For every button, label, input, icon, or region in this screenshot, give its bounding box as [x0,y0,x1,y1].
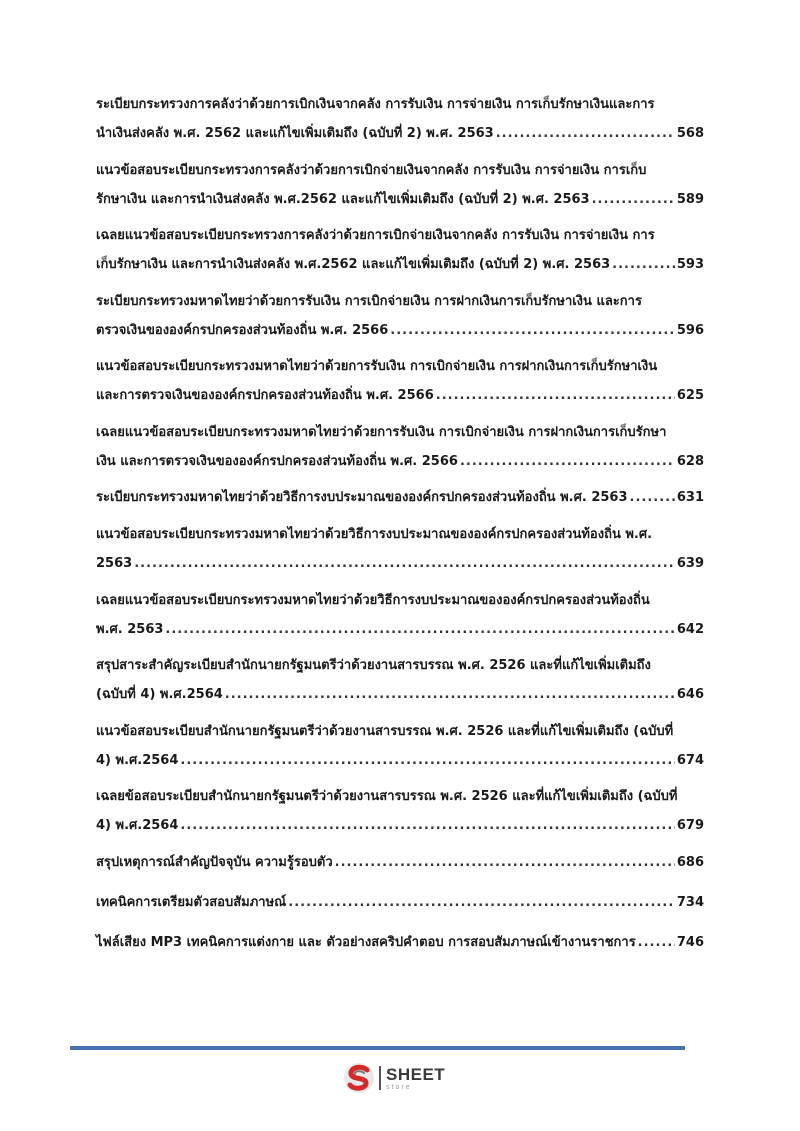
toc-entry-title: เทคนิคการเตรียมตัวสอบสัมภาษณ์ [96,894,287,910]
toc-entry-title-line2: รักษาเงิน และการนำเงินส่งคลัง พ.ศ.2562 และแก้ไขเพิ่มเติมถึง (ฉบับที่ 2) พ.ศ. 2563 [96,191,590,207]
toc-entry-title-line1: เฉลยแนวข้อสอบระเบียบกระทรวงมหาดไทยว่าด้วยการรับเงิน การเบิกจ่ายเงิน การฝากเงินการเก็บรักษา [96,424,667,440]
leader-dots [134,549,675,578]
leader-dots [165,615,674,644]
toc-page-number: 639 [676,556,704,571]
toc-entry[interactable] [96,782,704,848]
toc-page-number: 631 [676,490,704,505]
toc-page-number: 593 [676,257,704,272]
toc-entry-title-line1: ระเบียบกระทรวงมหาดไทยว่าด้วยการรับเงิน การเบิกจ่ายเงิน การฝากเงินการเก็บรักษาเงิน และการ [96,293,642,309]
toc-page-number: 646 [676,687,704,702]
toc-page-number: 679 [676,818,704,833]
toc-entry-title-line2: พ.ศ. 2563 [96,621,164,637]
toc-entry-title-line2: เก็บรักษาเงิน และการนำเงินส่งคลัง พ.ศ.2562 และแก้ไขเพิ่มเติมถึง (ฉบับที่ 2) พ.ศ. 2563 [96,257,611,272]
toc-page-number: 596 [676,322,704,338]
toc-entry-title-line2: เงิน และการตรวจเงินขององค์กรปกครองส่วนท้องถิ่น พ.ศ. 2566 [96,453,458,469]
toc-entry[interactable] [96,520,704,586]
toc-page-number: 568 [676,126,704,141]
toc-page-number: 589 [676,191,704,207]
toc-entry-title-line1: สรุปสาระสำคัญระเบียบสำนักนายกรัฐมนตรีว่าด้วยงานสารบรรณ พ.ศ. 2526 และที่แก้ไขเพิ่มเติมถึง [96,658,651,673]
leader-dots [630,483,675,512]
toc-page-number: 734 [676,894,704,910]
leader-dots [460,447,675,476]
toc-page-number: 746 [676,934,704,950]
toc-entry-title-line1: เฉลยแนวข้อสอบระเบียบกระทรวงการคลังว่าด้วยการเบิกจ่ายเงินจากคลัง การรับเงิน การจ่ายเงิน การ [96,228,655,243]
toc-entry[interactable] [96,156,704,222]
leader-dots [390,316,675,345]
toc-entry-title: ไฟล์เสียง MP3 เทคนิคการแต่งกาย และ ตัวอย่างสคริปคำตอบ การสอบสัมภาษณ์เข้างานราชการ [96,934,636,950]
toc-entry[interactable] [96,221,704,287]
toc-entry-title-line1: แนวข้อสอบระเบียบกระทรวงมหาดไทยว่าด้วยการรับเงิน การเบิกจ่ายเงิน การฝากเงินการเก็บรักษาเงิน [96,359,658,374]
toc-page-number: 642 [676,621,704,637]
toc-entry[interactable] [96,651,704,717]
toc-page-number: 625 [676,388,704,403]
sheet-store-logo [342,1060,445,1096]
toc-entry-title: สรุปเหตุการณ์สำคัญปัจจุบัน ความรู้รอบตัว [96,854,333,870]
toc-entry[interactable] [96,586,704,652]
toc-entry[interactable] [96,888,704,928]
toc-entry[interactable] [96,928,704,968]
toc-page-number: 628 [676,453,704,469]
toc-entry[interactable] [96,287,704,353]
toc-entry-title-line1: แนวข้อสอบระเบียบกระทรวงมหาดไทยว่าด้วยวิธีการงบประมาณขององค์กรปกครองส่วนท้องถิ่น พ.ศ. [96,527,653,542]
leader-dots [335,848,675,877]
toc-entry-title-line1: ระเบียบกระทรวงการคลังว่าด้วยการเบิกเงินจากคลัง การรับเงิน การจ่ายเงิน การเก็บรักษาเงินและการ [96,97,655,112]
toc-entry[interactable] [96,717,704,783]
toc-entry-title-line2: 4) พ.ศ.2564 [96,752,179,768]
table-of-contents [96,90,704,968]
sheet-store-s-icon [342,1061,376,1095]
toc-entry[interactable] [96,418,704,484]
toc-entry[interactable] [96,90,704,156]
toc-entry[interactable] [96,848,704,888]
leader-dots [436,381,675,410]
leader-dots [288,888,675,917]
leader-dots [180,811,674,840]
toc-entry-title-line2: นำเงินส่งคลัง พ.ศ. 2562 และแก้ไขเพิ่มเติมถึง (ฉบับที่ 2) พ.ศ. 2563 [96,126,494,141]
toc-entry-title-line1: เฉลยข้อสอบระเบียบสำนักนายกรัฐมนตรีว่าด้วยงานสารบรรณ พ.ศ. 2526 และที่แก้ไขเพิ่มเติมถึง (ฉบับที่ [96,789,678,804]
logo-separator [379,1066,381,1090]
toc-entry-title-line1: เฉลยแนวข้อสอบระเบียบกระทรวงมหาดไทยว่าด้วยวิธีการงบประมาณขององค์กรปกครองส่วนท้องถิ่น [96,592,650,608]
toc-page-number: 686 [676,854,704,870]
toc-entry-title-line1: แนวข้อสอบระเบียบกระทรวงการคลังว่าด้วยการเบิกจ่ายเงินจากคลัง การรับเงิน การจ่ายเงิน การเก็บ [96,162,647,178]
toc-entry-title-line1: แนวข้อสอบระเบียบสำนักนายกรัฐมนตรีว่าด้วยงานสารบรรณ พ.ศ. 2526 และที่แก้ไขเพิ่มเติมถึง (ฉบับที่ [96,723,674,739]
leader-dots [592,185,675,214]
toc-entry[interactable] [96,483,704,520]
toc-entry-title-line2: ตรวจเงินขององค์กรปกครองส่วนท้องถิ่น พ.ศ. 2566 [96,322,389,338]
footer-rule [70,1046,685,1050]
leader-dots [180,746,674,775]
leader-dots [612,250,675,279]
toc-entry-title: ระเบียบกระทรวงมหาดไทยว่าด้วยวิธีการงบประมาณขององค์กรปกครองส่วนท้องถิ่น พ.ศ. 2563 [96,490,628,505]
toc-entry[interactable] [96,352,704,418]
toc-entry-title-line2: และการตรวจเงินขององค์กรปกครองส่วนท้องถิ่น พ.ศ. 2566 [96,388,434,403]
toc-entry-title-line2: (ฉบับที่ 4) พ.ศ.2564 [96,687,223,702]
leader-dots [496,119,675,148]
toc-entry-title-line2: 2563 [96,556,133,571]
toc-entry-title-line2: 4) พ.ศ.2564 [96,818,179,833]
leader-dots [225,680,675,709]
logo-subtext: store [386,1083,412,1091]
toc-page-number: 674 [676,752,704,768]
logo-word: SHEET [386,1064,446,1084]
leader-dots [638,928,675,957]
